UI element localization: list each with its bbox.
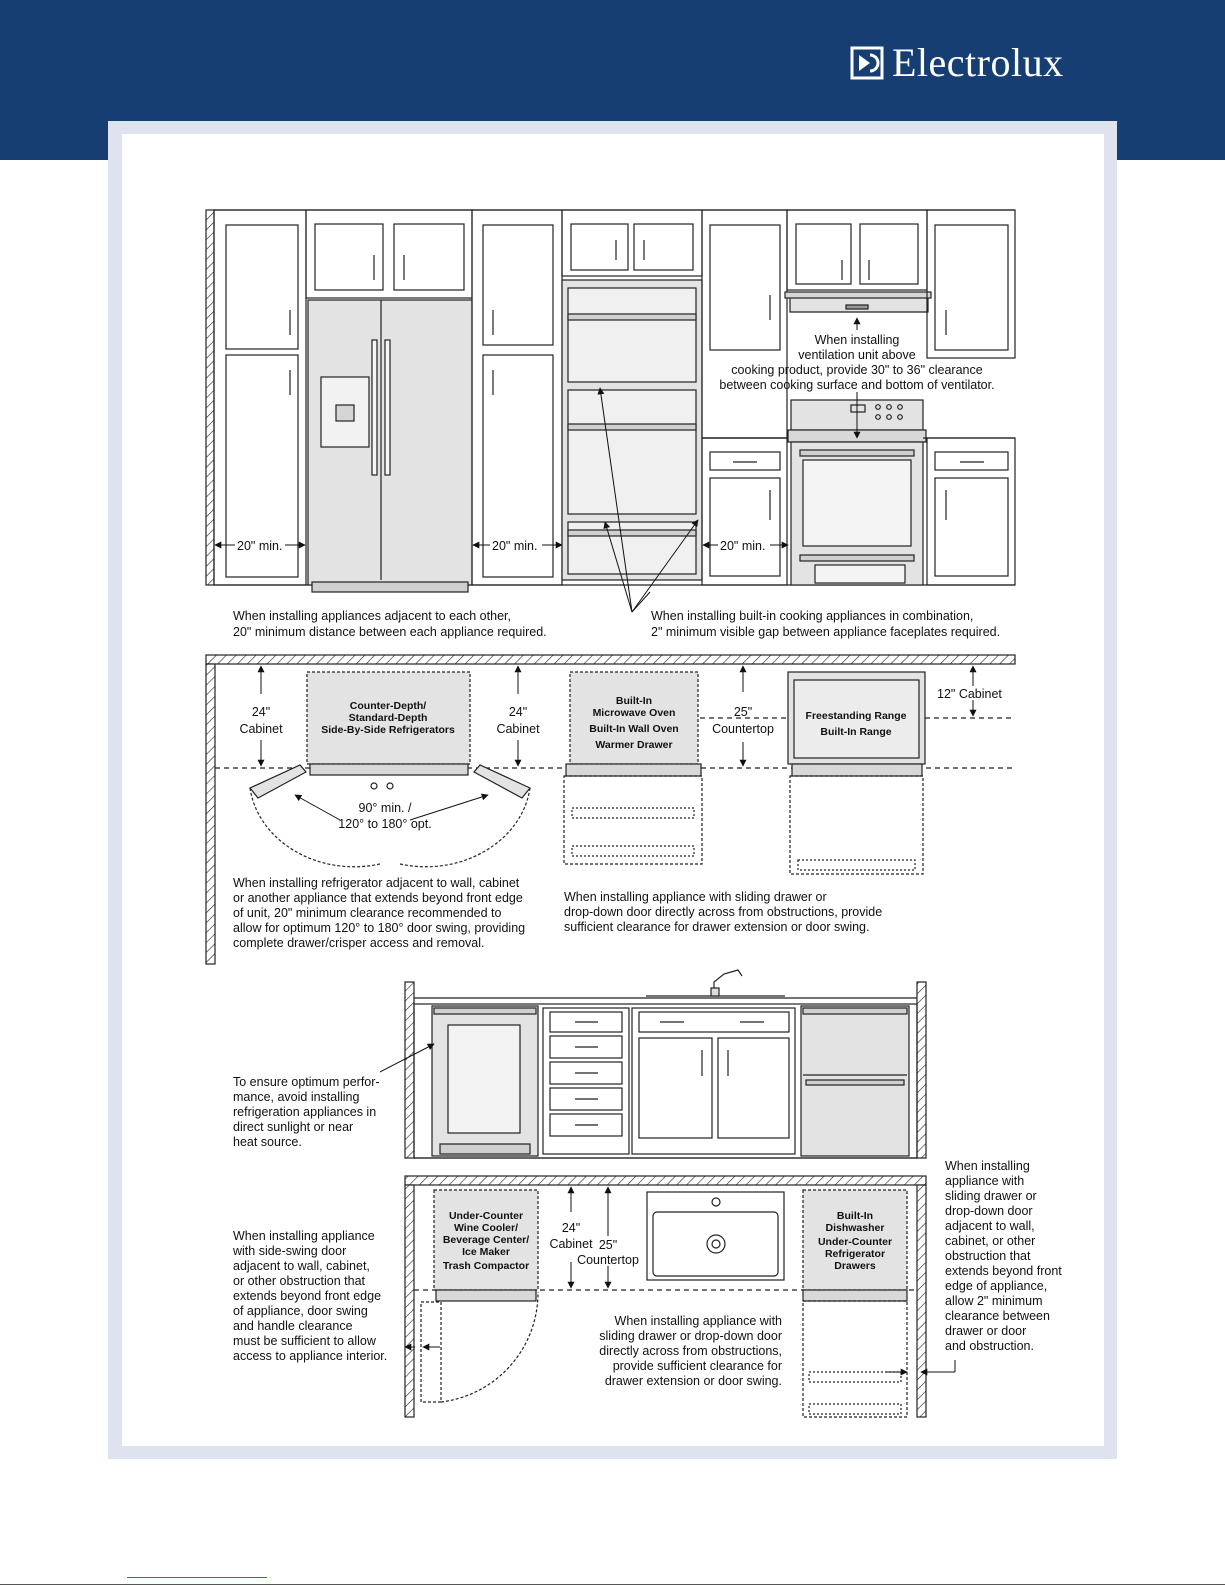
uc-drawer-note-line-5: drawer extension or door swing. — [604, 1374, 782, 1388]
right-note-line-6: cabinet, or other — [945, 1234, 1036, 1248]
swing-label-1: 90° min. / — [358, 801, 412, 815]
right-note-line-3: sliding drawer or — [945, 1189, 1037, 1203]
drawer-note-line-1: When installing appliance with sliding drawer or — [564, 890, 827, 904]
dish-label-3: Under-Counter — [817, 1236, 893, 1248]
right-note-line-1: When installing — [945, 1159, 1030, 1173]
countertop-depth: 25" — [733, 705, 753, 719]
right-note-line-10: allow 2" minimum — [945, 1294, 1043, 1308]
uc-cabinet-depth: 24" — [561, 1221, 581, 1235]
footer-link-rule — [127, 1577, 267, 1578]
wine-label-5: Trash Compactor — [442, 1260, 530, 1272]
dish-label-2: Dishwasher — [825, 1222, 885, 1234]
oven-label-4: Warmer Drawer — [595, 739, 673, 751]
right-note-line-13: and obstruction. — [945, 1339, 1034, 1353]
combination-note-line-1: When installing built-in cooking appliances in combination, — [651, 609, 974, 623]
fridge-note-line-4: allow for optimum 120° to 180° door swing, providing — [233, 921, 526, 935]
dish-label-4: Refrigerator — [824, 1248, 886, 1260]
sunlight-note-line-1: To ensure optimum perfor- — [233, 1075, 380, 1089]
right-note-line-7: obstruction that — [945, 1249, 1031, 1263]
swing-label-2: 120° to 180° opt. — [338, 817, 432, 831]
wine-label-2: Wine Cooler/ — [453, 1222, 519, 1234]
fridge-label-2: Standard-Depth — [348, 712, 428, 724]
right-note-line-2: appliance with — [945, 1174, 1025, 1188]
right-note-line-5: adjacent to wall, — [945, 1219, 1035, 1233]
fridge-note-line-5: complete drawer/crisper access and removal. — [233, 936, 485, 950]
range-label-2: Built-In Range — [820, 726, 892, 738]
oven-label-3: Built-In Wall Oven — [589, 723, 679, 735]
right-note-line-12: drawer or door — [945, 1324, 1027, 1338]
fridge-label-3: Side-By-Side Refrigerators — [321, 724, 455, 736]
adjacent-note-line-2: 20" minimum distance between each appliance required. — [233, 625, 547, 639]
sunlight-note-line-4: direct sunlight or near — [233, 1120, 354, 1134]
right-note-line-4: drop-down door — [945, 1204, 1033, 1218]
wine-label-4: Ice Maker — [462, 1246, 510, 1258]
sideswing-note-line-6: of appliance, door swing — [233, 1304, 368, 1318]
cabinet-right-label: 12" Cabinet — [937, 687, 1002, 701]
sunlight-note-line-5: heat source. — [233, 1135, 302, 1149]
sideswing-note-line-9: access to appliance interior. — [233, 1349, 388, 1363]
oven-label-1: Built-In — [615, 695, 653, 707]
sunlight-note-line-3: refrigeration appliances in — [233, 1105, 377, 1119]
undercounter-elevation — [405, 970, 926, 1158]
vent-note-line-3: cooking product, provide 30" to 36" clearance — [731, 363, 983, 377]
cabinet-mid-label: Cabinet — [496, 722, 540, 736]
cabinet-mid-depth: 24" — [508, 705, 528, 719]
uc-drawer-note-line-4: provide sufficient clearance for — [612, 1359, 782, 1373]
uc-drawer-note-line-2: sliding drawer or drop-down door — [599, 1329, 782, 1343]
wine-label-1: Under-Counter — [448, 1210, 524, 1222]
sunlight-note-line-2: mance, avoid installing — [233, 1090, 360, 1104]
vent-note-line-4: between cooking surface and bottom of ventilator. — [719, 378, 995, 392]
fridge-note-line-1: When installing refrigerator adjacent to wall, cabinet — [233, 876, 520, 890]
sideswing-note-line-8: must be sufficient to allow — [233, 1334, 376, 1348]
dish-label-1: Built-In — [836, 1210, 874, 1222]
right-note-line-8: extends beyond front — [945, 1264, 1062, 1278]
uc-countertop-label: Countertop — [577, 1253, 639, 1267]
uc-drawer-note-line-1: When installing appliance with — [614, 1314, 782, 1328]
right-note-line-11: clearance between — [945, 1309, 1050, 1323]
range-label-1: Freestanding Range — [805, 710, 907, 722]
fridge-label-1: Counter-Depth/ — [349, 700, 427, 712]
sideswing-note-line-2: with side-swing door — [233, 1244, 347, 1258]
brand-name: Electrolux — [892, 40, 1064, 85]
elevation-view — [206, 210, 1015, 592]
oven-label-2: Microwave Oven — [592, 707, 676, 719]
vent-note-line-2: ventilation unit above — [798, 348, 916, 362]
fridge-note-line-2: or another appliance that extends beyond front edge — [233, 891, 523, 905]
right-note-line-9: edge of appliance, — [945, 1279, 1048, 1293]
wine-label-3: Beverage Center/ — [442, 1234, 530, 1246]
clearance-label-3: 20" min. — [720, 539, 766, 553]
adjacent-note-line-1: When installing appliances adjacent to each other, — [233, 609, 511, 623]
uc-countertop-depth: 25" — [598, 1238, 618, 1252]
cabinet-left-depth: 24" — [251, 705, 271, 719]
combination-note-line-2: 2" minimum visible gap between appliance faceplates required. — [651, 625, 1001, 639]
cabinet-left-label: Cabinet — [239, 722, 283, 736]
uc-cabinet-label: Cabinet — [549, 1237, 593, 1251]
clearance-label-2: 20" min. — [492, 539, 538, 553]
sideswing-note-line-3: adjacent to wall, cabinet, — [233, 1259, 370, 1273]
sideswing-note-line-7: and handle clearance — [233, 1319, 353, 1333]
drawer-note-line-3: sufficient clearance for drawer extension or door swing. — [564, 920, 870, 934]
dish-label-5: Drawers — [834, 1260, 876, 1272]
uc-drawer-note-line-3: directly across from obstructions, — [599, 1344, 782, 1358]
drawer-note-line-2: drop-down door directly across from obstructions, provide — [564, 905, 883, 919]
countertop-label: Countertop — [712, 722, 774, 736]
sideswing-note-line-4: or other obstruction that — [233, 1274, 366, 1288]
sideswing-note-line-5: extends beyond front edge — [233, 1289, 382, 1303]
fridge-note-line-3: of unit, 20" minimum clearance recommended to — [233, 906, 502, 920]
vent-note-line-1: When installing — [814, 333, 900, 347]
sideswing-note-line-1: When installing appliance — [233, 1229, 375, 1243]
clearance-label-1: 20" min. — [237, 539, 283, 553]
